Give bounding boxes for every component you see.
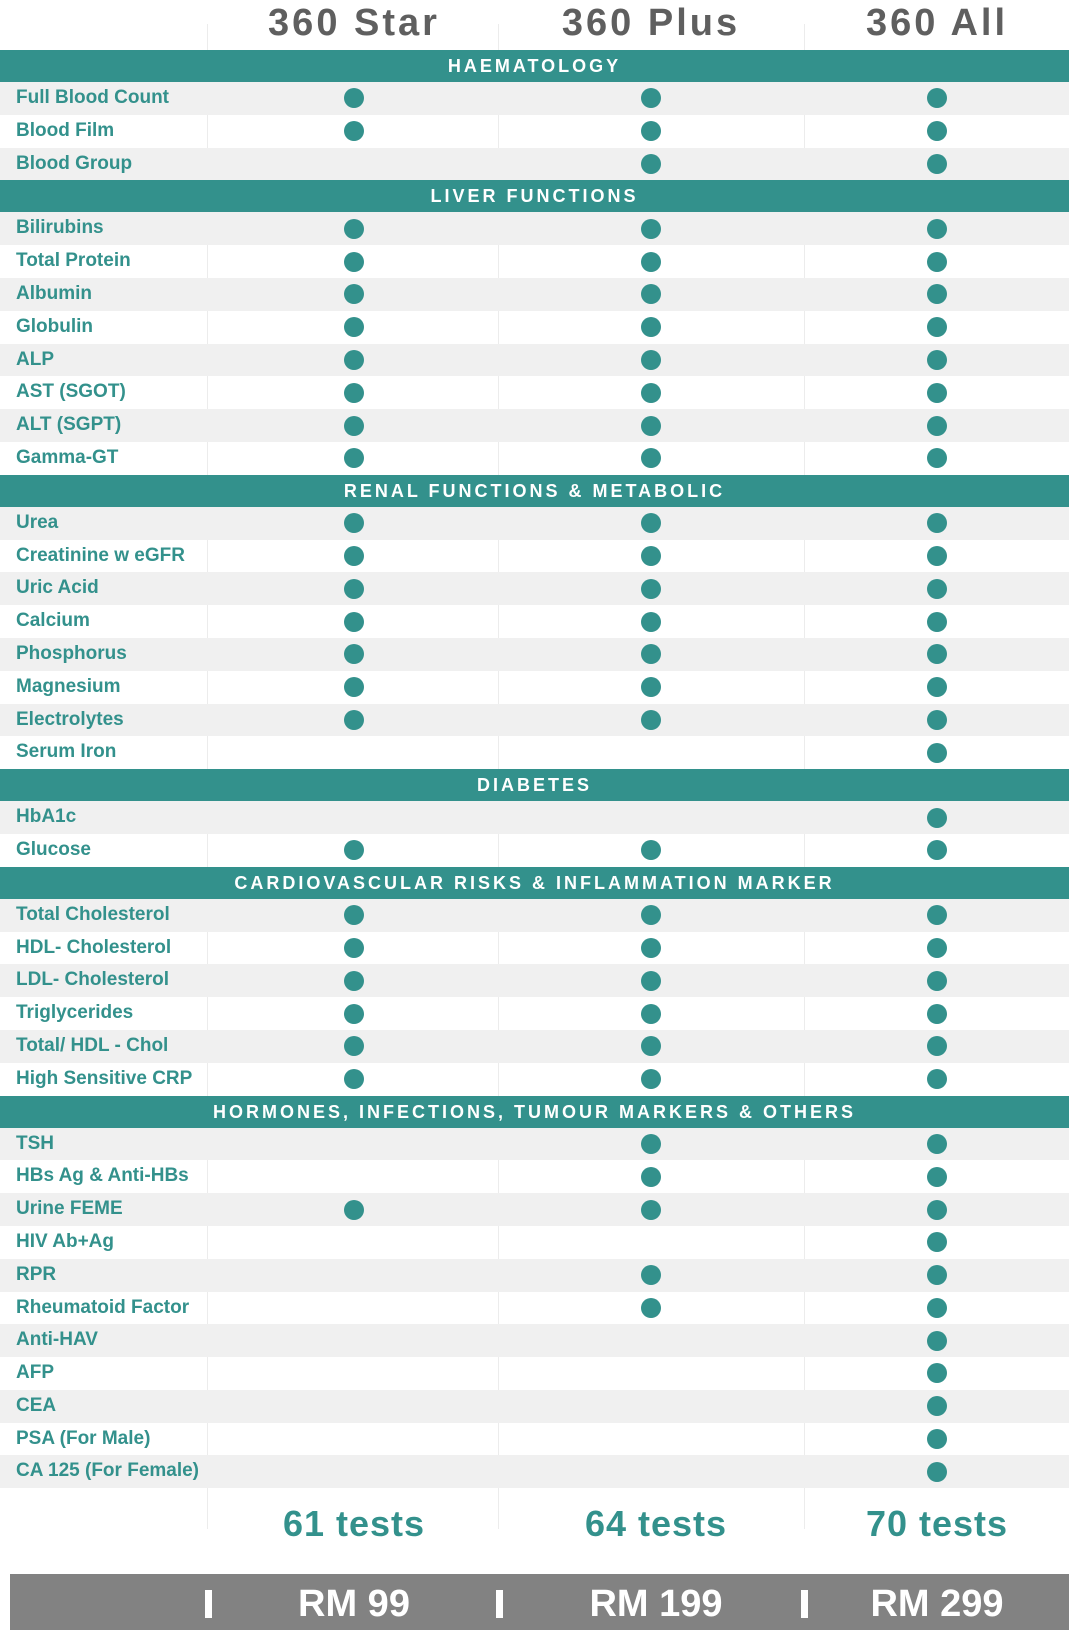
included-dot-icon xyxy=(344,219,364,239)
included-dot-icon xyxy=(927,88,947,108)
included-dot-icon xyxy=(641,905,661,925)
table-row xyxy=(0,1423,1069,1456)
test-label: HIV Ab+Ag xyxy=(16,1230,114,1252)
included-dot-icon xyxy=(641,448,661,468)
included-dot-icon xyxy=(927,677,947,697)
table-row xyxy=(0,1226,1069,1259)
included-dot-icon xyxy=(344,1004,364,1024)
included-dot-icon xyxy=(927,743,947,763)
included-dot-icon xyxy=(344,121,364,141)
table-row xyxy=(0,1193,1069,1226)
test-label: Triglycerides xyxy=(16,1002,134,1024)
included-dot-icon xyxy=(927,513,947,533)
test-label: Urine FEME xyxy=(16,1198,123,1220)
included-dot-icon xyxy=(344,252,364,272)
included-dot-icon xyxy=(641,938,661,958)
included-dot-icon xyxy=(641,1200,661,1220)
included-dot-icon xyxy=(344,938,364,958)
included-dot-icon xyxy=(641,284,661,304)
included-dot-icon xyxy=(641,513,661,533)
table-row xyxy=(0,704,1069,737)
section-header: LIVER FUNCTIONS xyxy=(0,180,1069,212)
table-row xyxy=(0,409,1069,442)
table-row xyxy=(0,1357,1069,1390)
included-dot-icon xyxy=(344,677,364,697)
plan-header-star: 360 Star xyxy=(268,2,440,44)
test-label: AFP xyxy=(16,1362,54,1384)
table-row xyxy=(0,115,1069,148)
table-row xyxy=(0,507,1069,540)
included-dot-icon xyxy=(927,938,947,958)
included-dot-icon xyxy=(641,644,661,664)
test-count-all: 70 tests xyxy=(865,1503,1009,1544)
table-row xyxy=(0,1259,1069,1292)
included-dot-icon xyxy=(344,840,364,860)
table-row xyxy=(0,82,1069,115)
test-label: CA 125 (For Female) xyxy=(16,1460,200,1482)
table-row xyxy=(0,148,1069,181)
plan-header-plus: 360 Plus xyxy=(561,2,741,44)
table-row xyxy=(0,278,1069,311)
table-row xyxy=(0,671,1069,704)
included-dot-icon xyxy=(927,252,947,272)
included-dot-icon xyxy=(927,284,947,304)
test-count-star: 61 tests xyxy=(282,1503,426,1544)
table-row xyxy=(0,1160,1069,1193)
table-row xyxy=(0,1128,1069,1161)
table-row xyxy=(0,605,1069,638)
table-row xyxy=(0,1063,1069,1096)
test-label: ALT (SGPT) xyxy=(16,414,122,436)
test-label: ALP xyxy=(16,348,54,370)
table-row xyxy=(0,540,1069,573)
included-dot-icon xyxy=(927,317,947,337)
test-label: Gamma-GT xyxy=(16,446,119,468)
test-label: Full Blood Count xyxy=(16,87,170,108)
included-dot-icon xyxy=(641,121,661,141)
included-dot-icon xyxy=(641,383,661,403)
test-label: High Sensitive CRP xyxy=(16,1067,193,1089)
included-dot-icon xyxy=(927,1036,947,1056)
included-dot-icon xyxy=(641,252,661,272)
table-row xyxy=(0,572,1069,605)
test-label: RPR xyxy=(16,1263,57,1285)
included-dot-icon xyxy=(641,710,661,730)
included-dot-icon xyxy=(927,1167,947,1187)
included-dot-icon xyxy=(344,1200,364,1220)
included-dot-icon xyxy=(641,612,661,632)
included-dot-icon xyxy=(344,284,364,304)
included-dot-icon xyxy=(927,1429,947,1449)
included-dot-icon xyxy=(344,1036,364,1056)
included-dot-icon xyxy=(641,677,661,697)
included-dot-icon xyxy=(344,88,364,108)
included-dot-icon xyxy=(927,1331,947,1351)
test-label: Globulin xyxy=(16,315,94,337)
included-dot-icon xyxy=(927,808,947,828)
included-dot-icon xyxy=(927,1298,947,1318)
test-label: Rheumatoid Factor xyxy=(16,1296,190,1318)
section-header: CARDIOVASCULAR RISKS & INFLAMMATION MARKER xyxy=(0,867,1069,899)
included-dot-icon xyxy=(641,154,661,174)
test-label: Glucose xyxy=(16,838,91,860)
included-dot-icon xyxy=(927,1069,947,1089)
included-dot-icon xyxy=(927,383,947,403)
included-dot-icon xyxy=(344,971,364,991)
price-plus: RM 199 xyxy=(589,1583,723,1625)
table-row xyxy=(0,1390,1069,1423)
included-dot-icon xyxy=(927,644,947,664)
test-label: CEA xyxy=(16,1394,57,1416)
section-header: DIABETES xyxy=(0,769,1069,801)
test-label: TSH xyxy=(16,1132,54,1154)
included-dot-icon xyxy=(344,710,364,730)
table-row xyxy=(0,736,1069,769)
test-label: Bilirubins xyxy=(16,217,104,239)
included-dot-icon xyxy=(641,1167,661,1187)
included-dot-icon xyxy=(927,1200,947,1220)
included-dot-icon xyxy=(927,1462,947,1482)
test-count-plus: 64 tests xyxy=(584,1503,728,1544)
included-dot-icon xyxy=(641,546,661,566)
test-label: Creatinine w eGFR xyxy=(16,544,185,566)
test-label: Albumin xyxy=(16,282,92,304)
included-dot-icon xyxy=(344,644,364,664)
test-label: PSA (For Male) xyxy=(16,1427,151,1449)
included-dot-icon xyxy=(344,350,364,370)
price-bar xyxy=(10,1574,1069,1630)
included-dot-icon xyxy=(927,219,947,239)
test-label: HbA1c xyxy=(16,806,77,828)
included-dot-icon xyxy=(927,350,947,370)
included-dot-icon xyxy=(641,416,661,436)
included-dot-icon xyxy=(927,546,947,566)
included-dot-icon xyxy=(344,383,364,403)
table-row xyxy=(0,801,1069,834)
table-row xyxy=(0,638,1069,671)
included-dot-icon xyxy=(927,1232,947,1252)
included-dot-icon xyxy=(927,154,947,174)
included-dot-icon xyxy=(344,513,364,533)
included-dot-icon xyxy=(641,971,661,991)
price-separator xyxy=(496,1590,503,1618)
included-dot-icon xyxy=(641,840,661,860)
test-label: Total/ HDL - Chol xyxy=(16,1034,169,1056)
test-label: Blood Film xyxy=(16,119,115,141)
included-dot-icon xyxy=(927,579,947,599)
included-dot-icon xyxy=(927,1265,947,1285)
included-dot-icon xyxy=(641,1298,661,1318)
included-dot-icon xyxy=(641,1004,661,1024)
test-label: HBs Ag & Anti-HBs xyxy=(16,1165,189,1187)
table-row xyxy=(0,212,1069,245)
test-label: Urea xyxy=(16,511,59,533)
included-dot-icon xyxy=(641,317,661,337)
test-label: Phosphorus xyxy=(16,642,127,664)
test-label: LDL- Cholesterol xyxy=(16,969,170,991)
comparison-table xyxy=(0,50,1069,1488)
test-label: Uric Acid xyxy=(16,577,99,599)
table-row xyxy=(0,344,1069,377)
included-dot-icon xyxy=(927,971,947,991)
price-star: RM 99 xyxy=(298,1583,410,1625)
table-row xyxy=(0,1455,1069,1488)
table-row xyxy=(0,376,1069,409)
included-dot-icon xyxy=(641,88,661,108)
plan-header-all: 360 All xyxy=(865,2,1009,44)
included-dot-icon xyxy=(344,905,364,925)
table-row xyxy=(0,1292,1069,1325)
price-all: RM 299 xyxy=(870,1583,1004,1625)
included-dot-icon xyxy=(344,612,364,632)
test-label: Anti-HAV xyxy=(16,1329,98,1351)
table-row xyxy=(0,1030,1069,1063)
included-dot-icon xyxy=(927,1396,947,1416)
included-dot-icon xyxy=(344,546,364,566)
included-dot-icon xyxy=(641,350,661,370)
included-dot-icon xyxy=(344,416,364,436)
section-header: HORMONES, INFECTIONS, TUMOUR MARKERS & OTHERS xyxy=(0,1096,1069,1128)
test-label: AST (SGOT) xyxy=(16,381,126,403)
section-header: HAEMATOLOGY xyxy=(0,50,1069,82)
table-row xyxy=(0,1324,1069,1357)
table-row xyxy=(0,245,1069,278)
included-dot-icon xyxy=(927,1363,947,1383)
included-dot-icon xyxy=(344,1069,364,1089)
test-label: Serum Iron xyxy=(16,741,117,763)
included-dot-icon xyxy=(641,579,661,599)
test-label: Calcium xyxy=(16,610,90,632)
included-dot-icon xyxy=(927,710,947,730)
section-header: RENAL FUNCTIONS & METABOLIC xyxy=(0,475,1069,507)
included-dot-icon xyxy=(927,1004,947,1024)
included-dot-icon xyxy=(641,1036,661,1056)
included-dot-icon xyxy=(344,579,364,599)
included-dot-icon xyxy=(344,448,364,468)
test-label: HDL- Cholesterol xyxy=(16,936,172,958)
table-row xyxy=(0,964,1069,997)
included-dot-icon xyxy=(641,219,661,239)
included-dot-icon xyxy=(927,905,947,925)
included-dot-icon xyxy=(927,840,947,860)
test-label: Total Protein xyxy=(16,250,131,272)
included-dot-icon xyxy=(641,1265,661,1285)
included-dot-icon xyxy=(927,612,947,632)
test-label: Magnesium xyxy=(16,675,121,697)
included-dot-icon xyxy=(927,448,947,468)
table-row xyxy=(0,899,1069,932)
included-dot-icon xyxy=(641,1134,661,1154)
test-label: Blood Group xyxy=(16,152,133,174)
table-row xyxy=(0,311,1069,344)
included-dot-icon xyxy=(927,121,947,141)
table-row xyxy=(0,442,1069,475)
included-dot-icon xyxy=(344,317,364,337)
test-label: Electrolytes xyxy=(16,708,124,730)
included-dot-icon xyxy=(927,416,947,436)
table-row xyxy=(0,932,1069,965)
included-dot-icon xyxy=(927,1134,947,1154)
table-row xyxy=(0,997,1069,1030)
test-label: Total Cholesterol xyxy=(16,903,170,925)
included-dot-icon xyxy=(641,1069,661,1089)
price-separator xyxy=(205,1590,212,1618)
table-row xyxy=(0,834,1069,867)
